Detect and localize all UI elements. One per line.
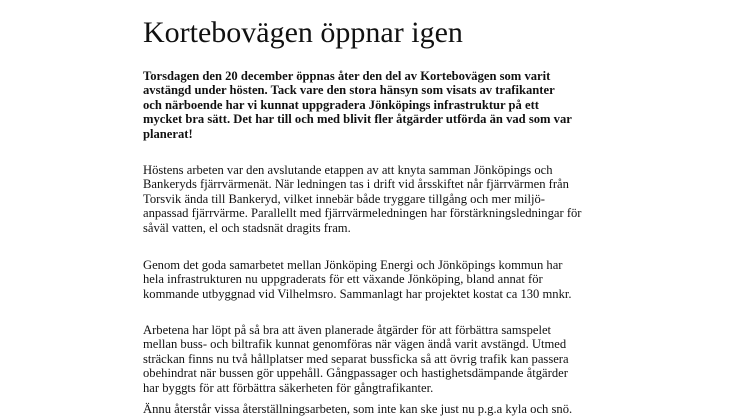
page-title: Kortebovägen öppnar igen bbox=[143, 16, 463, 49]
body-line: kommande utbyggnad vid Vilhelmsro. Sammanlagt har projektet kostat ca 130 mnkr. bbox=[143, 286, 572, 301]
body-paragraph-remaining-work bbox=[143, 402, 572, 416]
body-line: obehindrat när bussen gör uppehåll. Gångpassager och hastighetsdämpande åtgärder bbox=[143, 366, 568, 381]
lead-paragraph bbox=[143, 69, 572, 141]
lead-line: och närboende har vi kunnat uppgradera Jönköpings infrastruktur på ett bbox=[143, 97, 539, 112]
lead-line: planerat! bbox=[143, 126, 193, 141]
body-line: såväl vatten, el och stadsnät dragits fram. bbox=[143, 220, 351, 235]
body-paragraph-traffic bbox=[143, 323, 569, 395]
body-line: Ännu återstår vissa återställningsarbeten, som inte kan ske just nu p.g.a kyla och snö. bbox=[143, 402, 573, 416]
body-line: Genom det goda samarbetet mellan Jönköping Energi och Jönköpings kommun har bbox=[143, 258, 563, 272]
body-line: Torsvik ända till Bankeryd, vilket innebär både tryggare tillgång och mer miljö- bbox=[143, 191, 546, 206]
body-paragraph-district-heating bbox=[143, 163, 582, 235]
body-paragraph-cooperation bbox=[143, 258, 572, 301]
body-line: mellan buss- och biltrafik kunnat genomföras när vägen ändå varit avstängd. Utmed bbox=[143, 337, 567, 352]
body-line: Arbetena har löpt på så bra att även planerade åtgärder för att förbättra samspelet bbox=[143, 323, 552, 337]
body-line: hela infrastrukturen nu uppgraderats för ett växande Jönköping, bland annat för bbox=[143, 272, 543, 287]
lead-line: Torsdagen den 20 december öppnas åter den del av Kortebovägen som varit bbox=[143, 69, 551, 83]
lead-line: mycket bra sätt. Det har till och med blivit fler åtgärder utförda än vad som var bbox=[143, 112, 572, 127]
body-line: Höstens arbeten var den avslutande etappen av att knyta samman Jönköpings och bbox=[143, 163, 553, 177]
body-line: har byggts för att förbättra säkerheten för gångtrafikanter. bbox=[143, 380, 434, 395]
body-line: sträckan finns nu två hållplatser med separat bussficka så att övrig trafik kan passera bbox=[143, 351, 569, 366]
body-line: anpassad fjärrvärme. Parallellt med fjärrvärmeledningen har förstärkningsledningar för bbox=[143, 206, 582, 221]
lead-line: avstängd under hösten. Tack vare den stora hänsyn som visats av trafikanter bbox=[143, 83, 555, 98]
body-line: Bankeryds fjärrvärmenät. När ledningen tas i drift vid årsskiftet når fjärrvärmen från bbox=[143, 177, 569, 192]
